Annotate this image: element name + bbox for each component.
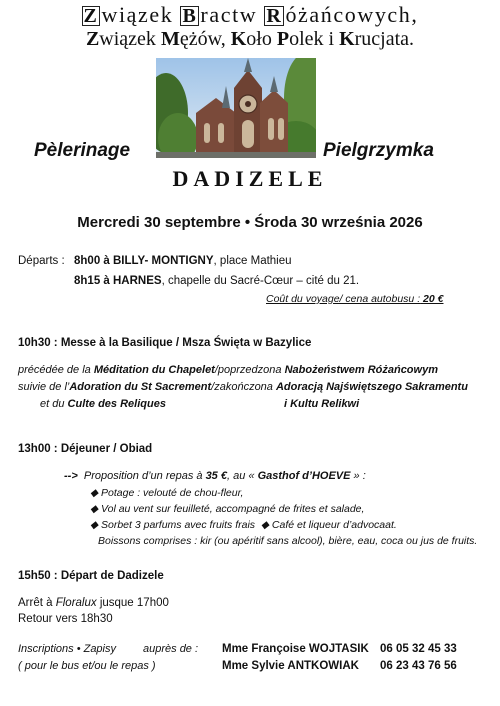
menu-item — [90, 487, 243, 499]
contact-phone: 06 23 43 76 56 — [380, 660, 457, 672]
meal-price: 35 € — [205, 470, 227, 482]
departure-2-place: , chapelle du Sacré-Cœur – cité du 21. — [161, 275, 360, 287]
mass-line-3 — [40, 398, 166, 410]
bullet-icon: ◆ — [90, 487, 99, 499]
text: /poprzedzona — [214, 364, 285, 376]
title-word: wiązek — [99, 28, 161, 50]
menu-item — [90, 519, 397, 531]
text: Arrêt à — [18, 597, 56, 609]
arrow-icon: --> — [64, 470, 78, 482]
travel-cost — [266, 293, 443, 305]
travel-cost-value: 20 € — [423, 293, 444, 305]
text: /zakończona — [211, 381, 276, 393]
title-word: ractw — [200, 2, 265, 27]
text: Méditation du Chapelet — [93, 364, 215, 376]
initial-letter: K — [339, 28, 355, 50]
departure-1-time: 8h00 à BILLY- MONTIGNY — [74, 255, 214, 267]
mass-heading: 10h30 : Messe à la Basilique / Msza Święta w Bazylice — [18, 337, 312, 349]
stop-line — [18, 597, 169, 609]
text: Adoration du St Sacrement — [69, 381, 212, 393]
mass-line-3-pl: i Kultu Relikwi — [284, 398, 360, 410]
bullet-icon: ◆ — [90, 519, 99, 531]
menu-item-text: Vol au vent sur feuilleté, accompagné de frites et salade, — [101, 503, 365, 515]
initial-letter: Z — [83, 5, 99, 27]
mass-line-2 — [18, 381, 468, 393]
text: suivie de l’ — [18, 381, 70, 393]
initial-letter: P — [276, 28, 290, 50]
title-word: oło — [246, 28, 277, 50]
initial-letter: B — [182, 5, 198, 27]
departure-1-place: , place Mathieu — [213, 255, 292, 267]
contact-name: Mme Françoise WOJTASIK — [222, 643, 369, 655]
drinks-included: Boissons comprises : kir (ou apéritif sans alcool), bière, eau, coca ou jus de fruits. — [98, 535, 478, 547]
stop-place: Floralux — [55, 597, 97, 609]
text: Culte des Reliques — [67, 398, 166, 410]
initial-letter: M — [160, 28, 180, 50]
menu-item-text: Café et liqueur d’advocaat. — [271, 519, 397, 531]
text: précédée de la — [18, 364, 94, 376]
association-title-line1 — [0, 2, 500, 28]
contact-phone: 06 05 32 45 33 — [380, 643, 457, 655]
departure-2 — [74, 275, 359, 287]
text: , au « — [226, 470, 258, 482]
title-word: olek i — [289, 28, 340, 50]
mass-line-1 — [18, 364, 438, 376]
travel-cost-label: Coût du voyage/ cena autobusu : — [266, 293, 421, 305]
bullet-icon: ◆ — [260, 519, 269, 531]
initial-letter: K — [230, 28, 247, 50]
bullet-icon: ◆ — [90, 503, 99, 515]
destination-title: DADIZELE — [172, 166, 328, 191]
meal-proposal — [64, 470, 366, 482]
title-word: rucjata. — [354, 28, 415, 50]
registration-with-label: auprès de : — [143, 643, 199, 655]
text: Nabożeństwem Różańcowym — [284, 364, 438, 376]
text: jusque 17h00 — [96, 597, 169, 609]
registration-label: Inscriptions • Zapisy — [18, 643, 116, 655]
departure-1 — [74, 255, 292, 267]
event-date: Mercredi 30 septembre • Środa 30 września 2026 — [77, 214, 423, 231]
pilgrimage-label-pl: Pielgrzymka — [323, 140, 434, 161]
return-heading: 15h50 : Départ de Dadizele — [18, 570, 164, 582]
initial-letter: Z — [85, 28, 100, 50]
lunch-heading: 13h00 : Déjeuner / Obiad — [18, 443, 153, 455]
restaurant-name: Gasthof d’HOEVE — [257, 470, 351, 482]
text: Adoracją Najświętszego Sakramentu — [275, 381, 468, 393]
pilgrimage-label-fr: Pèlerinage — [34, 140, 131, 161]
menu-item-text: Sorbet 3 parfums avec fruits frais — [101, 519, 256, 531]
initial-letter: R — [266, 5, 283, 27]
title-word: ężów, — [179, 28, 231, 50]
text: » : — [350, 470, 366, 482]
basilica-photo — [156, 58, 316, 158]
title-word: wiązek — [101, 2, 181, 27]
text: et du — [40, 398, 68, 410]
contact-name: Mme Sylvie ANTKOWIAK — [222, 660, 359, 672]
return-time: Retour vers 18h30 — [18, 613, 113, 625]
registration-note: ( pour le bus et/ou le repas ) — [18, 660, 156, 672]
departure-2-time: 8h15 à HARNES — [74, 275, 162, 287]
menu-item-text: Potage : velouté de chou-fleur, — [101, 487, 244, 499]
title-word: óżańcowych, — [285, 2, 419, 27]
association-title-line2 — [0, 28, 500, 51]
menu-item — [90, 503, 364, 515]
departures-label: Départs : — [18, 255, 65, 267]
text: Proposition d’un repas à — [83, 470, 206, 482]
